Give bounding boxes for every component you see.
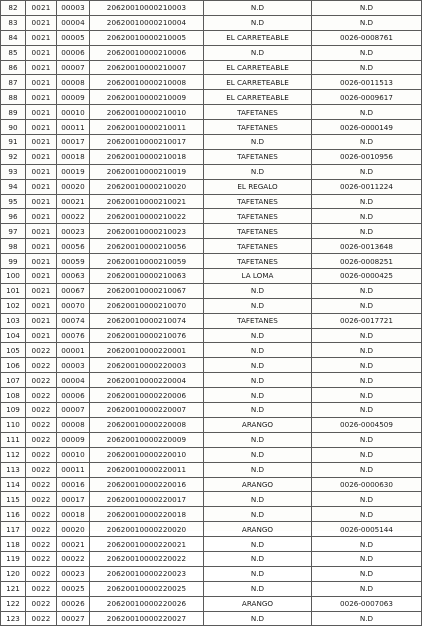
cell-sector: 0021 [26,120,57,135]
cell-lot: 00008 [57,417,90,432]
cell-cadastral-code: 20620010000210018 [90,149,204,164]
cell-sector: 0021 [26,30,57,45]
cell-lot: 00027 [57,611,90,626]
cell-property-name: N.D [204,283,312,298]
cell-cadastral-code: 20620010000210076 [90,328,204,343]
cell-sector: 0021 [26,298,57,313]
cell-cadastral-code: 20620010000210005 [90,30,204,45]
cell-registry-entry: N.D [312,194,422,209]
cell-row-number: 88 [1,90,26,105]
cell-property-name: N.D [204,373,312,388]
cell-registry-entry: 0026-0004509 [312,417,422,432]
cell-row-number: 93 [1,164,26,179]
cell-row-number: 106 [1,358,26,373]
cell-registry-entry: 0026-0011513 [312,75,422,90]
cell-sector: 0021 [26,313,57,328]
cell-property-name: TAFETANES [204,224,312,239]
cell-registry-entry: N.D [312,581,422,596]
cell-lot: 00022 [57,209,90,224]
cell-sector: 0022 [26,417,57,432]
cell-sector: 0021 [26,90,57,105]
table-row [1,358,422,373]
cell-cadastral-code: 20620010000220020 [90,522,204,537]
cell-lot: 00006 [57,388,90,403]
table-row [1,194,422,209]
table-row [1,596,422,611]
cell-lot: 00017 [57,492,90,507]
cell-lot: 00067 [57,283,90,298]
cell-cadastral-code: 20620010000210074 [90,313,204,328]
cell-cadastral-code: 20620010000220022 [90,551,204,566]
cell-lot: 00007 [57,403,90,418]
cell-sector: 0022 [26,537,57,552]
cell-lot: 00021 [57,194,90,209]
cell-property-name: ARANGO [204,417,312,432]
cell-lot: 00011 [57,462,90,477]
table-row [1,403,422,418]
cell-row-number: 115 [1,492,26,507]
cell-property-name: N.D [204,432,312,447]
cell-row-number: 114 [1,477,26,492]
table-row [1,581,422,596]
cell-sector: 0021 [26,283,57,298]
cell-property-name: N.D [204,388,312,403]
table-row [1,60,422,75]
cell-row-number: 89 [1,105,26,120]
cell-row-number: 101 [1,283,26,298]
table-row [1,15,422,30]
cell-property-name: EL CARRETEABLE [204,60,312,75]
cell-cadastral-code: 20620010000210004 [90,15,204,30]
table-row [1,90,422,105]
table-row [1,566,422,581]
cell-lot: 00023 [57,224,90,239]
cell-sector: 0021 [26,1,57,16]
cell-cadastral-code: 20620010000210011 [90,120,204,135]
table-row [1,388,422,403]
cell-cadastral-code: 20620010000220025 [90,581,204,596]
cell-cadastral-code: 20620010000220017 [90,492,204,507]
table-row [1,298,422,313]
cell-property-name: EL REGALO [204,179,312,194]
cell-row-number: 104 [1,328,26,343]
cell-cadastral-code: 20620010000220021 [90,537,204,552]
cell-row-number: 123 [1,611,26,626]
cell-sector: 0021 [26,269,57,284]
cell-registry-entry: 0026-0007063 [312,596,422,611]
cell-sector: 0021 [26,194,57,209]
table-row [1,373,422,388]
cell-cadastral-code: 20620010000220011 [90,462,204,477]
cell-sector: 0021 [26,239,57,254]
table-row [1,254,422,269]
cell-property-name: N.D [204,551,312,566]
cell-lot: 00026 [57,596,90,611]
cell-lot: 00019 [57,164,90,179]
table-row [1,447,422,462]
cell-row-number: 99 [1,254,26,269]
cell-row-number: 94 [1,179,26,194]
cell-lot: 00074 [57,313,90,328]
cell-property-name: TAFETANES [204,120,312,135]
table-row [1,120,422,135]
cell-cadastral-code: 20620010000210006 [90,45,204,60]
table-row [1,224,422,239]
cell-sector: 0021 [26,328,57,343]
cell-sector: 0022 [26,581,57,596]
cell-cadastral-code: 20620010000210003 [90,1,204,16]
cell-registry-entry: N.D [312,283,422,298]
cell-registry-entry: N.D [312,298,422,313]
cell-sector: 0021 [26,45,57,60]
cell-registry-entry: 0026-0017721 [312,313,422,328]
table-row [1,551,422,566]
cell-registry-entry: 0026-0011224 [312,179,422,194]
cell-lot: 00018 [57,507,90,522]
cell-sector: 0021 [26,60,57,75]
cell-row-number: 121 [1,581,26,596]
cell-sector: 0022 [26,611,57,626]
cell-cadastral-code: 20620010000220016 [90,477,204,492]
cell-row-number: 117 [1,522,26,537]
cell-property-name: N.D [204,447,312,462]
cell-cadastral-code: 20620010000220009 [90,432,204,447]
cell-row-number: 112 [1,447,26,462]
table-row [1,135,422,150]
cell-lot: 00001 [57,343,90,358]
cell-property-name: TAFETANES [204,254,312,269]
cell-cadastral-code: 20620010000220004 [90,373,204,388]
cell-registry-entry: 0026-0008761 [312,30,422,45]
table-row [1,507,422,522]
cell-registry-entry: N.D [312,611,422,626]
cell-row-number: 85 [1,45,26,60]
cell-property-name: N.D [204,403,312,418]
cell-cadastral-code: 20620010000220026 [90,596,204,611]
cell-lot: 00009 [57,90,90,105]
cell-registry-entry: N.D [312,566,422,581]
cell-lot: 00025 [57,581,90,596]
cell-row-number: 118 [1,537,26,552]
cell-sector: 0021 [26,179,57,194]
cell-lot: 00003 [57,358,90,373]
cell-registry-entry: N.D [312,328,422,343]
cell-sector: 0022 [26,403,57,418]
cell-row-number: 108 [1,388,26,403]
cell-cadastral-code: 20620010000210019 [90,164,204,179]
cell-cadastral-code: 20620010000220006 [90,388,204,403]
cell-property-name: N.D [204,566,312,581]
cell-sector: 0021 [26,149,57,164]
cell-row-number: 102 [1,298,26,313]
cell-registry-entry: N.D [312,60,422,75]
cell-lot: 00056 [57,239,90,254]
cell-lot: 00059 [57,254,90,269]
cell-property-name: N.D [204,1,312,16]
cell-registry-entry: N.D [312,135,422,150]
cell-sector: 0022 [26,447,57,462]
cell-lot: 00007 [57,60,90,75]
cell-lot: 00004 [57,373,90,388]
cell-row-number: 91 [1,135,26,150]
cell-property-name: N.D [204,581,312,596]
cell-property-name: N.D [204,358,312,373]
cell-lot: 00018 [57,149,90,164]
table-row [1,283,422,298]
cell-lot: 00003 [57,1,90,16]
cell-sector: 0021 [26,15,57,30]
cell-sector: 0022 [26,388,57,403]
cell-lot: 00021 [57,537,90,552]
table-row [1,343,422,358]
cell-row-number: 116 [1,507,26,522]
table-row [1,1,422,16]
cell-cadastral-code: 20620010000220018 [90,507,204,522]
cell-sector: 0021 [26,209,57,224]
cell-property-name: TAFETANES [204,239,312,254]
cell-registry-entry: N.D [312,388,422,403]
cell-property-name: EL CARRETEABLE [204,30,312,45]
cell-registry-entry: 0026-0005144 [312,522,422,537]
cell-registry-entry: N.D [312,507,422,522]
cell-row-number: 107 [1,373,26,388]
table-row [1,209,422,224]
cell-row-number: 97 [1,224,26,239]
cell-property-name: N.D [204,15,312,30]
cell-registry-entry: 0026-0010956 [312,149,422,164]
cell-property-name: ARANGO [204,522,312,537]
table-body [1,1,422,626]
cell-row-number: 120 [1,566,26,581]
cell-property-name: TAFETANES [204,149,312,164]
table-row [1,105,422,120]
cell-property-name: N.D [204,328,312,343]
cell-sector: 0022 [26,432,57,447]
cell-lot: 00010 [57,105,90,120]
cell-lot: 00008 [57,75,90,90]
cell-lot: 00010 [57,447,90,462]
cell-lot: 00076 [57,328,90,343]
cell-cadastral-code: 20620010000210009 [90,90,204,105]
cell-property-name: EL CARRETEABLE [204,90,312,105]
cell-row-number: 86 [1,60,26,75]
cell-cadastral-code: 20620010000210017 [90,135,204,150]
cell-property-name: N.D [204,537,312,552]
cell-registry-entry: N.D [312,224,422,239]
cell-cadastral-code: 20620010000210020 [90,179,204,194]
cell-property-name: TAFETANES [204,209,312,224]
cell-sector: 0022 [26,492,57,507]
cell-sector: 0022 [26,551,57,566]
table-row [1,462,422,477]
cell-lot: 00023 [57,566,90,581]
table-row [1,328,422,343]
cell-lot: 00016 [57,477,90,492]
cell-row-number: 83 [1,15,26,30]
cell-registry-entry: N.D [312,537,422,552]
cell-registry-entry: 0026-0013648 [312,239,422,254]
cell-property-name: N.D [204,45,312,60]
cell-registry-entry: N.D [312,492,422,507]
cell-registry-entry: N.D [312,403,422,418]
cell-property-name: TAFETANES [204,194,312,209]
cell-registry-entry: N.D [312,447,422,462]
cell-row-number: 113 [1,462,26,477]
cell-sector: 0022 [26,477,57,492]
cell-lot: 00011 [57,120,90,135]
cell-sector: 0022 [26,596,57,611]
cell-registry-entry: N.D [312,358,422,373]
cell-property-name: LA LOMA [204,269,312,284]
cell-sector: 0021 [26,75,57,90]
cell-property-name: N.D [204,135,312,150]
cell-lot: 00004 [57,15,90,30]
cell-row-number: 98 [1,239,26,254]
cell-cadastral-code: 20620010000220003 [90,358,204,373]
cell-sector: 0022 [26,522,57,537]
cell-cadastral-code: 20620010000210067 [90,283,204,298]
table-row [1,313,422,328]
cell-sector: 0021 [26,224,57,239]
cell-row-number: 105 [1,343,26,358]
cell-registry-entry: N.D [312,462,422,477]
cell-cadastral-code: 20620010000210023 [90,224,204,239]
cell-lot: 00063 [57,269,90,284]
table-row [1,239,422,254]
cell-registry-entry: N.D [312,373,422,388]
table-row [1,75,422,90]
cell-cadastral-code: 20620010000210070 [90,298,204,313]
cell-row-number: 100 [1,269,26,284]
cell-lot: 00017 [57,135,90,150]
cell-row-number: 82 [1,1,26,16]
cell-row-number: 92 [1,149,26,164]
cell-cadastral-code: 20620010000210063 [90,269,204,284]
cell-property-name: ARANGO [204,596,312,611]
cell-cadastral-code: 20620010000220023 [90,566,204,581]
cell-lot: 00070 [57,298,90,313]
cell-sector: 0022 [26,343,57,358]
cell-property-name: TAFETANES [204,105,312,120]
cell-registry-entry: 0026-0009617 [312,90,422,105]
cell-cadastral-code: 20620010000220001 [90,343,204,358]
cell-sector: 0021 [26,135,57,150]
cell-property-name: N.D [204,462,312,477]
cell-cadastral-code: 20620010000210059 [90,254,204,269]
cell-sector: 0022 [26,358,57,373]
table-row [1,537,422,552]
cell-registry-entry: N.D [312,209,422,224]
cell-row-number: 95 [1,194,26,209]
cell-cadastral-code: 20620010000210010 [90,105,204,120]
cell-property-name: N.D [204,298,312,313]
cell-sector: 0022 [26,373,57,388]
cell-property-name: ARANGO [204,477,312,492]
cell-registry-entry: N.D [312,551,422,566]
table-row [1,417,422,432]
cell-registry-entry: 0026-0008251 [312,254,422,269]
cell-property-name: N.D [204,343,312,358]
cell-sector: 0022 [26,507,57,522]
cell-property-name: N.D [204,164,312,179]
table-row [1,611,422,626]
cell-cadastral-code: 20620010000220007 [90,403,204,418]
table-row [1,164,422,179]
cell-registry-entry: N.D [312,164,422,179]
cell-row-number: 110 [1,417,26,432]
cell-registry-entry: N.D [312,45,422,60]
cell-registry-entry: 0026-0000149 [312,120,422,135]
table-row [1,522,422,537]
table-row [1,45,422,60]
cell-registry-entry: 0026-0000630 [312,477,422,492]
cell-lot: 00009 [57,432,90,447]
cell-lot: 00020 [57,522,90,537]
cell-cadastral-code: 20620010000220008 [90,417,204,432]
cell-registry-entry: 0026-0000425 [312,269,422,284]
cell-cadastral-code: 20620010000210022 [90,209,204,224]
cell-sector: 0021 [26,105,57,120]
cell-property-name: N.D [204,507,312,522]
table-row [1,30,422,45]
cell-cadastral-code: 20620010000220027 [90,611,204,626]
cell-row-number: 87 [1,75,26,90]
cell-registry-entry: N.D [312,15,422,30]
cell-property-name: N.D [204,611,312,626]
table-row [1,179,422,194]
cell-row-number: 103 [1,313,26,328]
cell-lot: 00006 [57,45,90,60]
cell-property-name: N.D [204,492,312,507]
cell-row-number: 96 [1,209,26,224]
cell-sector: 0022 [26,566,57,581]
cell-cadastral-code: 20620010000210008 [90,75,204,90]
cell-registry-entry: N.D [312,1,422,16]
cell-cadastral-code: 20620010000210056 [90,239,204,254]
table-row [1,492,422,507]
cell-lot: 00022 [57,551,90,566]
cell-registry-entry: N.D [312,343,422,358]
cell-registry-entry: N.D [312,105,422,120]
cell-property-name: EL CARRETEABLE [204,75,312,90]
cell-registry-entry: N.D [312,432,422,447]
table-row [1,269,422,284]
cell-sector: 0021 [26,164,57,179]
cell-property-name: TAFETANES [204,313,312,328]
cell-row-number: 111 [1,432,26,447]
cell-lot: 00020 [57,179,90,194]
cell-row-number: 109 [1,403,26,418]
cell-lot: 00005 [57,30,90,45]
cell-row-number: 119 [1,551,26,566]
table-row [1,432,422,447]
cell-sector: 0021 [26,254,57,269]
cell-cadastral-code: 20620010000220010 [90,447,204,462]
cell-row-number: 122 [1,596,26,611]
cell-sector: 0022 [26,462,57,477]
cell-row-number: 84 [1,30,26,45]
table-row [1,149,422,164]
cell-cadastral-code: 20620010000210021 [90,194,204,209]
table-row [1,477,422,492]
cell-row-number: 90 [1,120,26,135]
cell-cadastral-code: 20620010000210007 [90,60,204,75]
